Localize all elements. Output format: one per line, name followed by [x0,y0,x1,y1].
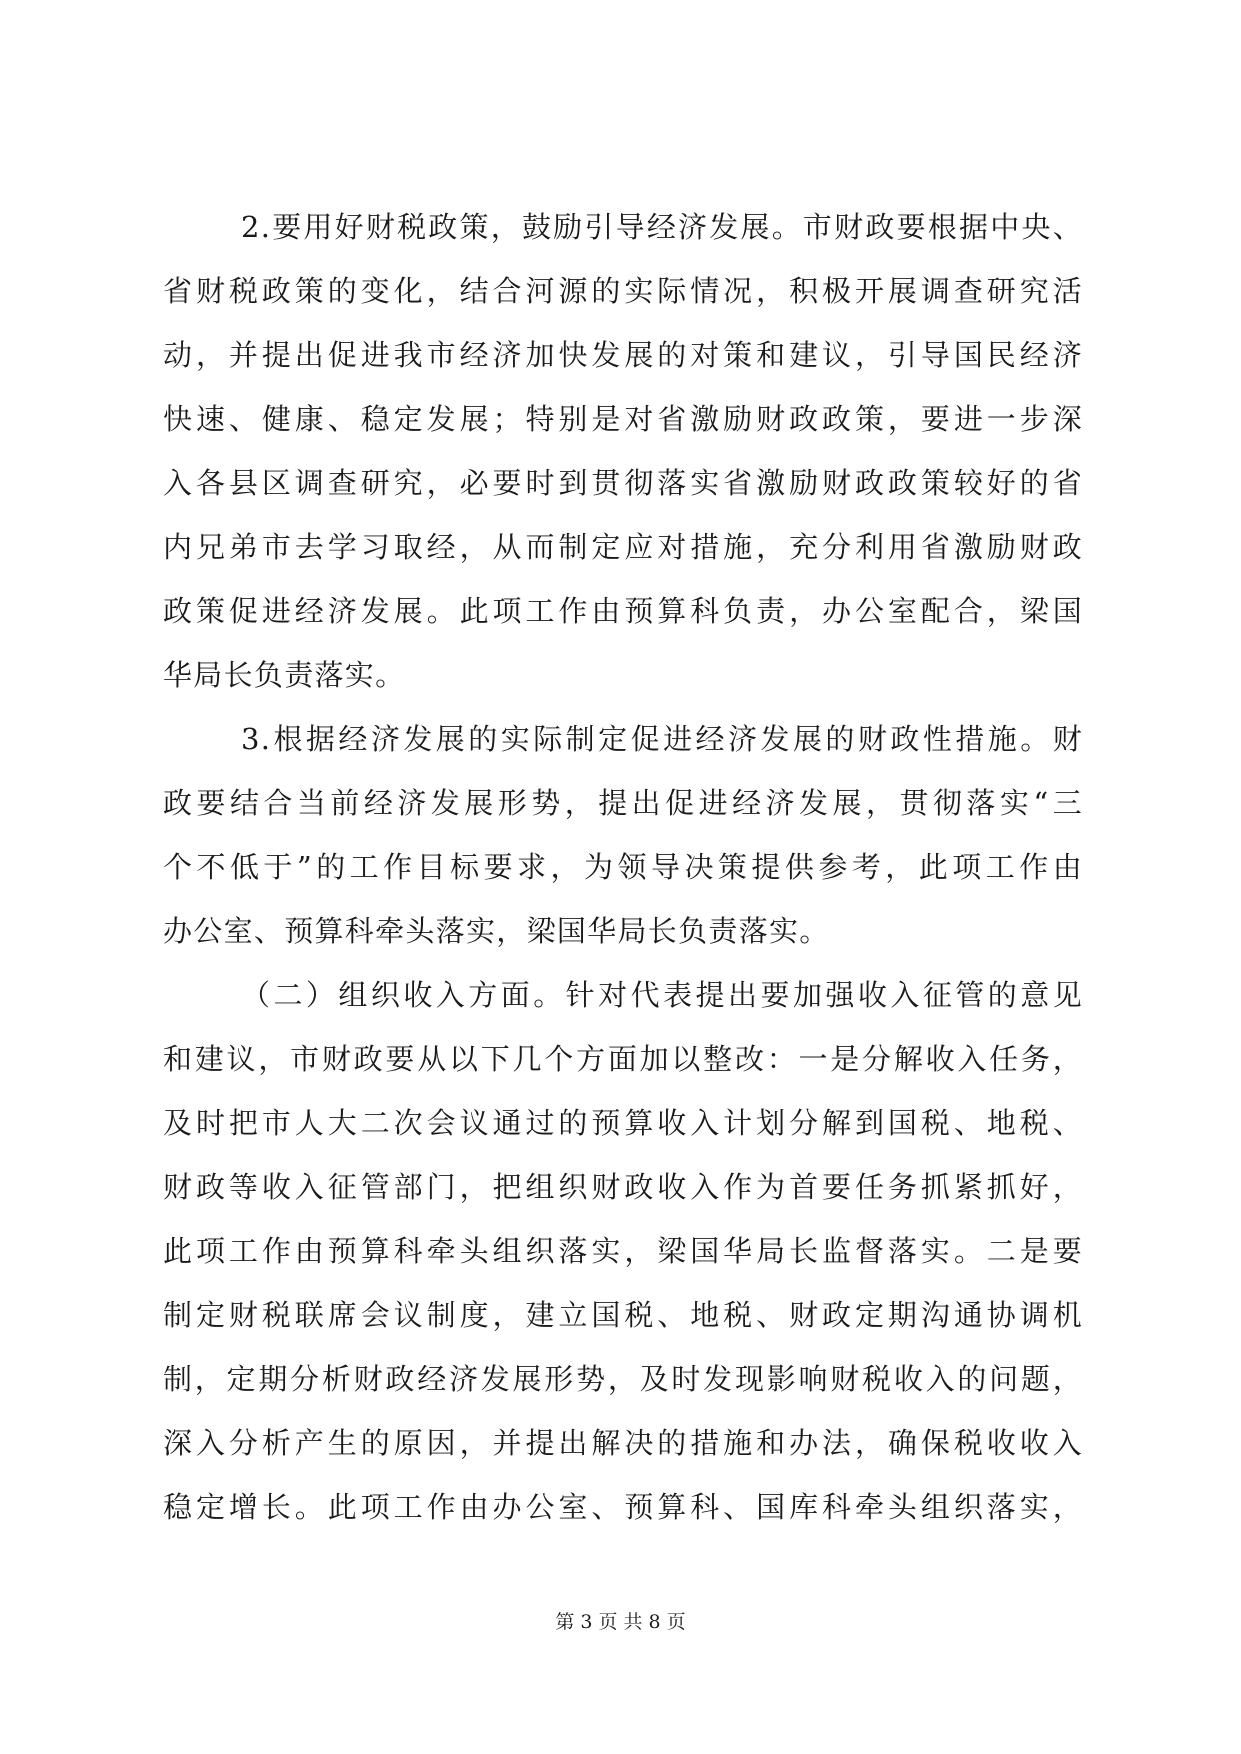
paragraph-line: 和建议，市财政要从以下几个方面加以整改：一是分解收入任务， [163,1042,1083,1076]
paragraph-line: 及时把市人大二次会议通过的预算收入计划分解到国税、地税、 [163,1106,1083,1140]
paragraph-line: 制，定期分析财政经济发展形势，及时发现影响财税收入的问题， [163,1362,1083,1396]
paragraph-line: 财政等收入征管部门，把组织财政收入作为首要任务抓紧抓好， [163,1170,1083,1204]
paragraph-line: 2.要用好财税政策，鼓励引导经济发展。市财政要根据中央、 [241,210,1083,244]
paragraph-line: 入各县区调查研究，必要时到贯彻落实省激励财政政策较好的省 [163,466,1083,500]
paragraph-2 [163,707,1083,963]
paragraph-line: 动，并提出促进我市经济加快发展的对策和建议，引导国民经济 [163,338,1083,372]
paragraph-line: 内兄弟市去学习取经，从而制定应对措施，充分利用省激励财政 [163,530,1083,564]
paragraph-line: 稳定增长。此项工作由办公室、预算科、国库科牵头组织落实， [163,1490,1083,1524]
paragraph-3 [163,963,1083,1539]
paragraph-line: 深入分析产生的原因，并提出解决的措施和办法，确保税收收入 [163,1426,1083,1460]
page-number-footer: 第 3 页 共 8 页 [555,1611,686,1633]
paragraph-1 [163,195,1083,707]
document-body [163,195,1083,1539]
paragraph-line: （二）组织收入方面。针对代表提出要加强收入征管的意见 [241,978,1083,1012]
paragraph-line: 省财税政策的变化，结合河源的实际情况，积极开展调查研究活 [163,274,1083,308]
paragraph-line: 此项工作由预算科牵头组织落实，梁国华局长监督落实。二是要 [163,1234,1083,1268]
paragraph-line: 政策促进经济发展。此项工作由预算科负责，办公室配合，梁国 [163,594,1083,628]
paragraph-line: 快速、健康、稳定发展；特别是对省激励财政政策，要进一步深 [163,402,1083,436]
paragraph-line: 华局长负责落实。 [163,658,406,692]
paragraph-line: 3.根据经济发展的实际制定促进经济发展的财政性措施。财 [241,722,1083,756]
paragraph-line: 政要结合当前经济发展形势，提出促进经济发展，贯彻落实“三 [163,786,1083,820]
paragraph-line: 个不低于”的工作目标要求，为领导决策提供参考，此项工作由 [163,850,1083,884]
paragraph-line: 制定财税联席会议制度，建立国税、地税、财政定期沟通协调机 [163,1298,1083,1332]
paragraph-line: 办公室、预算科牵头落实，梁国华局长负责落实。 [163,914,830,948]
